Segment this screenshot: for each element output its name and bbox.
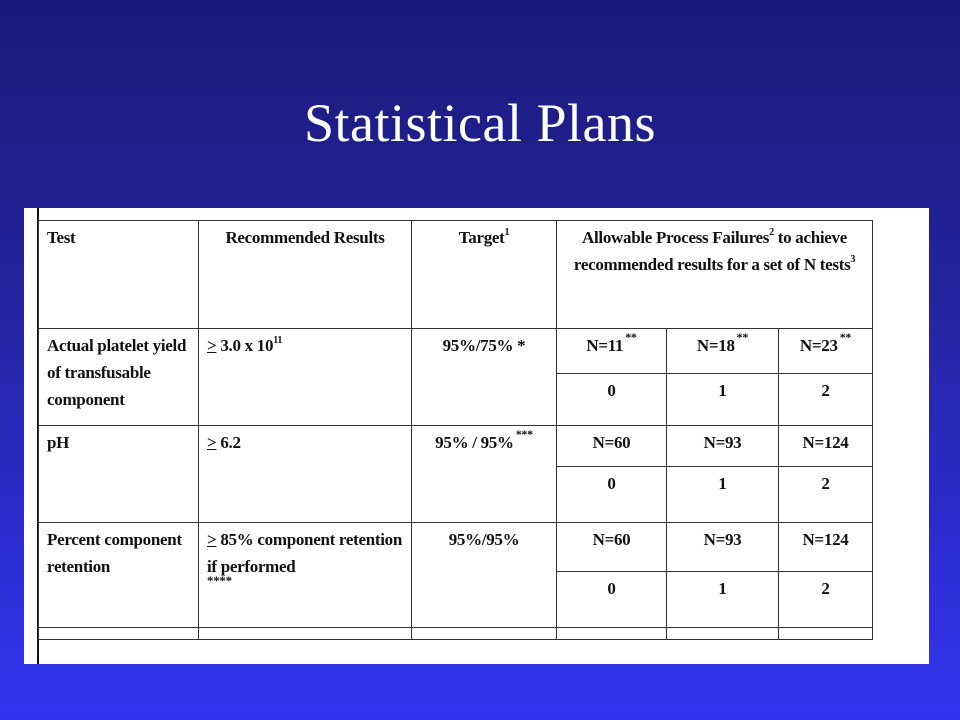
target-footnote-mark: 1 xyxy=(504,227,510,238)
row-retention-n-0: N=60 xyxy=(557,523,667,572)
row-ph-fail-2: 2 xyxy=(779,467,873,523)
row-ph-target: 95% / 95% *** xyxy=(412,426,557,523)
row-retention-recommended: > 85% component retention if performed **** xyxy=(199,523,412,628)
row-platelet-test: Actual platelet yield of transfusable component xyxy=(39,329,199,426)
header-row xyxy=(39,221,873,329)
statistical-plans-table xyxy=(38,220,873,640)
row-retention-fail-2: 2 xyxy=(779,572,873,628)
header-test: Test xyxy=(39,221,199,329)
row-ph-n-0: N=60 xyxy=(557,426,667,467)
row-platelet-n-2: N=23 ** xyxy=(779,329,873,374)
row-platelet-recommended: > 3.0 x $10^{11}$ xyxy=(199,329,412,426)
row-ph-fail-0: 0 xyxy=(557,467,667,523)
row-platelet-n-1: N=18 ** xyxy=(667,329,779,374)
row-retention-target: 95%/95% xyxy=(412,523,557,628)
tests-footnote-mark: 3 xyxy=(850,254,856,265)
row-platelet-n-0: N=11 ** xyxy=(557,329,667,374)
row-platelet-fail-0: 0 xyxy=(557,374,667,426)
table-row-cutoff xyxy=(39,628,873,640)
row-ph-n-2: N=124 xyxy=(779,426,873,467)
table-row xyxy=(39,426,873,467)
row-retention-n-2: N=124 xyxy=(779,523,873,572)
row-platelet-fail-1: 1 xyxy=(667,374,779,426)
header-target: Target$^1$ xyxy=(412,221,557,329)
row-retention-n-1: N=93 xyxy=(667,523,779,572)
row-retention-fail-0: 0 xyxy=(557,572,667,628)
row-ph-test: pH xyxy=(39,426,199,523)
row-ph-n-1: N=93 xyxy=(667,426,779,467)
allowable-footnote-mark: 2 xyxy=(769,227,774,238)
row-retention-fail-1: 1 xyxy=(667,572,779,628)
row-platelet-target: 95%/75% * xyxy=(412,329,557,426)
table-row xyxy=(39,329,873,374)
row-ph-fail-1: 1 xyxy=(667,467,779,523)
table-row xyxy=(39,523,873,572)
row-retention-test: Percent component retention xyxy=(39,523,199,628)
slide-title: Statistical Plans xyxy=(304,93,656,153)
header-recommended-results: Recommended Results xyxy=(199,221,412,329)
row-ph-recommended: > 6.2 xyxy=(199,426,412,523)
header-allowable-failures: Allowable Process Failures$^2$ to achieve recommended results for a set of N tests$^3$ xyxy=(557,221,873,329)
row-platelet-fail-2: 2 xyxy=(779,374,873,426)
table-panel xyxy=(24,208,929,664)
